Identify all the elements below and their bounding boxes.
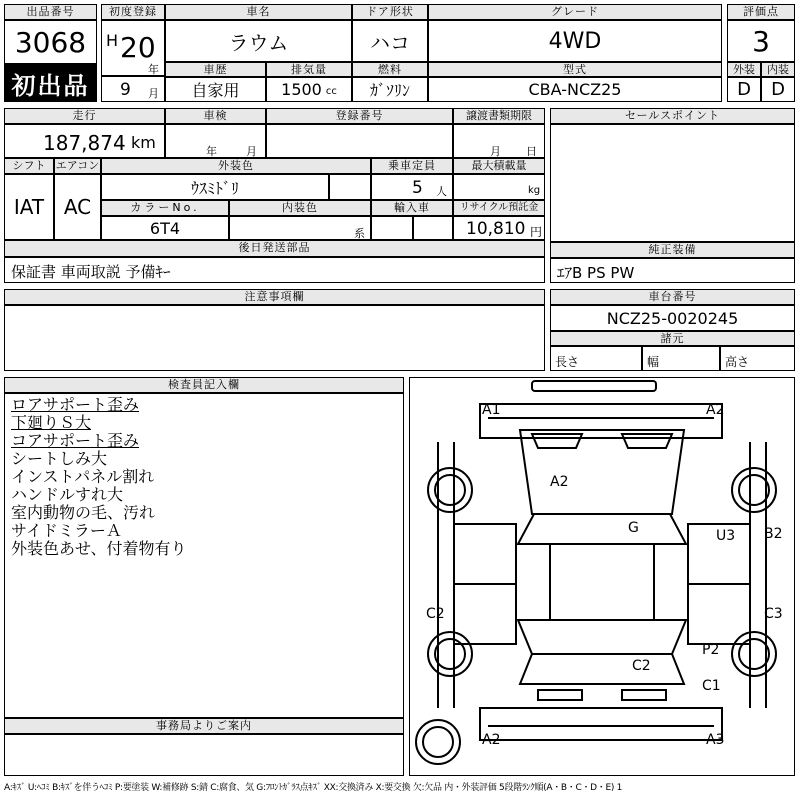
car-name-label: 車名: [165, 4, 352, 20]
mark-c2-rear-center: C2: [632, 658, 651, 674]
door-type-value: ハコ: [370, 30, 410, 55]
height-cell: [720, 346, 795, 371]
displacement-label: 排気量: [266, 62, 352, 77]
chassis-number-value: NCZ25-0020245: [606, 308, 739, 328]
mark-p2-right-rear: P2: [702, 642, 720, 658]
grade-value: 4WD: [548, 28, 602, 54]
lot-number-label: 出品番号: [4, 4, 97, 20]
length-cell: [550, 346, 642, 371]
inspector-notes: [4, 393, 404, 718]
interior-color-label: 内装色: [229, 200, 371, 216]
later-parts: [4, 257, 545, 283]
interior-score-value: D: [771, 79, 785, 100]
recycle-fee-value: 10,810: [466, 219, 526, 239]
score: [727, 20, 795, 62]
interior-color-unit: 系: [354, 227, 365, 240]
exterior-color-extra: [329, 174, 371, 200]
transfer-doc-label: 譲渡書類期限: [453, 108, 545, 124]
grade-label: グレード: [428, 4, 722, 20]
mark-u3-right-door: U3: [716, 528, 736, 544]
reg-month: 9: [120, 80, 131, 100]
later-parts-label: 後日発送部品: [4, 240, 545, 257]
fuel-label: 燃料: [352, 62, 428, 77]
mark-g-windshield: G: [628, 520, 639, 536]
length-label: 長さ: [555, 355, 580, 369]
shift-label: シフト: [4, 158, 54, 174]
first-registration-label: 初度登録: [101, 4, 165, 20]
car-diagram-svg: [410, 378, 794, 775]
shift: [4, 174, 54, 240]
note-line: コアサポート歪み: [11, 431, 140, 450]
first-registration-year: [101, 20, 165, 76]
inspection: [165, 124, 266, 158]
note-line: 外装色あせ、付着物有り: [11, 539, 187, 558]
score-label: 評価点: [727, 4, 795, 20]
interior-score: [761, 77, 795, 102]
car-diagram: [409, 377, 795, 776]
sales-point: [550, 124, 795, 242]
mileage-value: 187,874: [43, 131, 126, 155]
registration-number: [266, 124, 453, 158]
yen-unit: 円: [530, 225, 543, 239]
color-number-value: 6T4: [149, 218, 181, 238]
mileage-label: 走行: [4, 108, 165, 124]
import-car: [371, 216, 413, 240]
left-rear-door: [454, 584, 516, 644]
registration-number-label: 登録番号: [266, 108, 453, 124]
notes-list: [11, 396, 187, 558]
grade: [428, 20, 722, 62]
model: [428, 77, 722, 102]
mark-c1-right-rear: C1: [702, 678, 721, 694]
lot-number-value: 3068: [14, 25, 87, 59]
seats-unit: 人: [436, 185, 447, 198]
recycle-label: リサイクル預託金: [453, 200, 545, 216]
first-registration-month: [101, 76, 165, 102]
right-rear-door: [688, 584, 750, 644]
front-outline: [480, 402, 725, 438]
mark-b2-right-side: B2: [764, 526, 783, 542]
car-name-value: ラウム: [228, 30, 289, 55]
inspection-year-unit: 年: [206, 145, 217, 158]
seats: [371, 174, 453, 200]
mark-a2-hood: A2: [550, 474, 569, 490]
import-label: 輸入車: [371, 200, 453, 216]
model-value: CBA-NCZ25: [528, 80, 622, 99]
width-label: 幅: [647, 355, 660, 369]
left-front-door: [454, 524, 516, 584]
aircon: [54, 174, 101, 240]
era: H: [106, 31, 119, 50]
doc-month-unit: 月: [490, 145, 501, 158]
mark-a3-rear-right: A3: [706, 732, 725, 748]
history-label: 車歴: [165, 62, 266, 77]
km-unit: km: [131, 133, 156, 152]
fuel-value: ｶﾞｿﾘﾝ: [369, 81, 410, 100]
history: [165, 77, 266, 102]
office-notice: [4, 734, 404, 776]
max-load: [453, 174, 545, 200]
car-name: [165, 20, 352, 62]
mark-a2-rear-left: A2: [482, 732, 501, 748]
front-bumper: [532, 381, 656, 391]
displacement-value: 1500: [281, 80, 322, 99]
legend: A:ｷｽﾞ U:ﾍｺﾐ B:ｷｽﾞを伴うﾍｺﾐ P:要塗装 W:補修跡 S:錆 C:腐食、気 G:ﾌﾛﾝﾄｶﾞﾗｽ点ｷｽﾞ XX:交換済み X:要交換 欠:欠品 内・外装評価 5段階ﾗﾝｸ順(A・B・C・D・E) 1: [4, 783, 623, 793]
windshield: [518, 514, 686, 544]
kg-unit: kg: [528, 185, 541, 196]
note-line: ロアサポート歪み: [11, 395, 140, 414]
note-line: ハンドルすれ大: [11, 485, 124, 504]
rear-outline: [480, 708, 722, 740]
first-listing-badge: [4, 64, 97, 102]
displacement: [266, 77, 352, 102]
exterior-color-value: ｳｽﾐﾄﾞﾘ: [190, 178, 239, 198]
lot-number: [4, 20, 97, 64]
caution-label: 注意事項欄: [4, 289, 545, 305]
reg-year: 20: [120, 31, 156, 64]
seats-value: 5: [412, 178, 423, 198]
recycle-fee: [453, 216, 545, 240]
mark-c3-right-side: C3: [764, 606, 783, 622]
max-load-label: 最大積載量: [453, 158, 545, 174]
cc-unit: cc: [325, 86, 337, 97]
shift-value: IAT: [13, 195, 45, 219]
inspection-label: 車検: [165, 108, 266, 124]
height-label: 高さ: [725, 355, 750, 369]
note-line: インストパネル割れ: [11, 467, 155, 486]
exterior-score-label: 外装: [727, 62, 761, 77]
genuine-equipment-label: 純正装備: [550, 242, 795, 258]
exterior-color: [101, 174, 329, 200]
trunk: [520, 654, 684, 684]
fuel: [352, 77, 428, 102]
seats-label: 乗車定員: [371, 158, 453, 174]
office-notice-label: 事務局よりご案内: [4, 718, 404, 734]
mark-a1-front-left: A1: [482, 402, 501, 418]
interior-score-label: 内装: [761, 62, 795, 77]
dimensions-label: 諸元: [550, 331, 795, 346]
chassis-number: [550, 305, 795, 331]
hood: [520, 430, 684, 514]
note-line: シートしみ大: [11, 449, 108, 468]
caution-area: [4, 305, 545, 371]
inspection-month-unit: 月: [246, 145, 257, 158]
mark-a2-front-right: A2: [706, 402, 725, 418]
width-cell: [642, 346, 720, 371]
model-label: 型式: [428, 62, 722, 77]
first-listing-text: 初出品: [11, 71, 90, 100]
interior-color: [229, 216, 371, 240]
month-unit: 月: [148, 87, 159, 100]
later-parts-value: 保証書 車両取説 予備ｷｰ: [11, 263, 171, 281]
year-unit: 年: [148, 63, 159, 76]
doc-day-unit: 日: [526, 145, 537, 158]
roof: [550, 544, 654, 620]
note-line: サイドミラーＡ: [11, 521, 122, 540]
color-number-label: カラーNo.: [101, 200, 229, 216]
exterior-color-label: 外装色: [101, 158, 371, 174]
exterior-score-value: D: [737, 79, 751, 100]
import-car-extra: [413, 216, 453, 240]
aircon-value: AC: [63, 195, 92, 219]
genuine-equipment-value: ｴｱB PS PW: [557, 264, 635, 282]
exterior-score: [727, 77, 761, 102]
mark-c2-left-side: C2: [426, 606, 445, 622]
note-line: 室内動物の毛、汚れ: [11, 503, 156, 522]
rear-glass: [518, 620, 686, 654]
note-line: 下廻りＳ大: [11, 413, 92, 432]
door-label: ドア形状: [352, 4, 428, 20]
history-value: 自家用: [191, 81, 240, 100]
chassis-number-label: 車台番号: [550, 289, 795, 305]
genuine-equipment: [550, 258, 795, 283]
aircon-label: エアコン: [55, 159, 100, 172]
door-type: [352, 20, 428, 62]
mileage: [4, 124, 165, 158]
sales-point-label: セールスポイント: [550, 108, 795, 124]
color-number: [101, 216, 229, 240]
inspector-notes-label: 検査員記入欄: [4, 377, 404, 393]
score-value: 3: [752, 24, 770, 58]
transfer-doc-deadline: [453, 124, 545, 158]
